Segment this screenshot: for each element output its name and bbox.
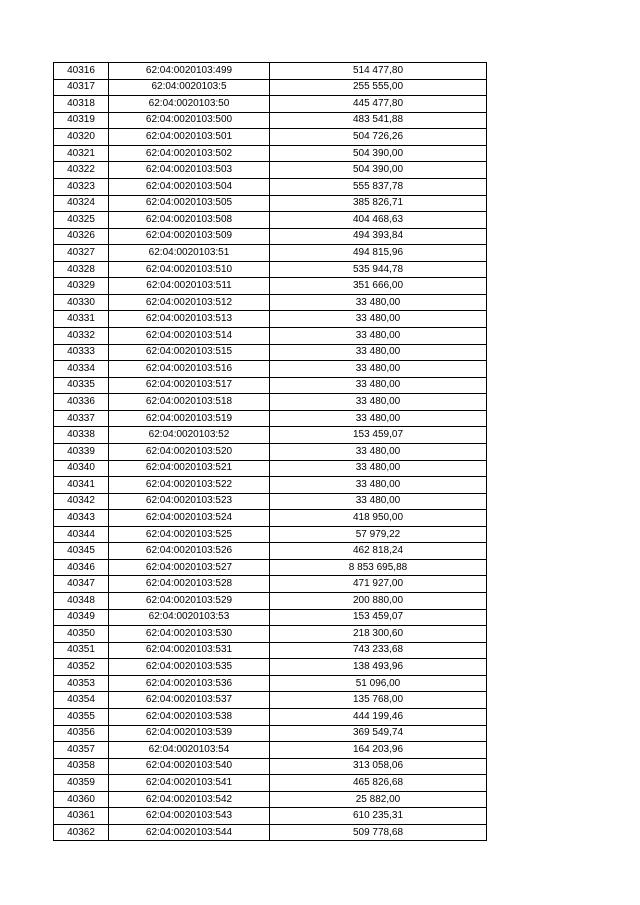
table-body <box>54 63 487 841</box>
cadastral-value-cell: 25 882,00 <box>270 791 487 808</box>
row-number-cell: 40334 <box>54 361 109 378</box>
cadastral-number-cell: 62:04:0020103:538 <box>109 708 270 725</box>
cadastral-value-table-container <box>53 62 486 841</box>
cadastral-value-cell: 555 837,78 <box>270 178 487 195</box>
row-number-cell: 40329 <box>54 278 109 295</box>
row-number-cell: 40320 <box>54 129 109 146</box>
cadastral-number-cell: 62:04:0020103:531 <box>109 642 270 659</box>
table-row <box>54 510 487 527</box>
cadastral-value-cell: 418 950,00 <box>270 510 487 527</box>
row-number-cell: 40323 <box>54 178 109 195</box>
table-row <box>54 493 487 510</box>
cadastral-value-cell: 444 199,46 <box>270 708 487 725</box>
row-number-cell: 40342 <box>54 493 109 510</box>
row-number-cell: 40337 <box>54 410 109 427</box>
cadastral-value-cell: 504 726,26 <box>270 129 487 146</box>
row-number-cell: 40326 <box>54 228 109 245</box>
cadastral-number-cell: 62:04:0020103:513 <box>109 311 270 328</box>
row-number-cell: 40355 <box>54 708 109 725</box>
cadastral-number-cell: 62:04:0020103:527 <box>109 559 270 576</box>
cadastral-value-cell: 509 778,68 <box>270 824 487 841</box>
cadastral-number-cell: 62:04:0020103:512 <box>109 294 270 311</box>
row-number-cell: 40353 <box>54 675 109 692</box>
cadastral-value-cell: 471 927,00 <box>270 576 487 593</box>
table-row <box>54 377 487 394</box>
row-number-cell: 40358 <box>54 758 109 775</box>
cadastral-value-cell: 51 096,00 <box>270 675 487 692</box>
cadastral-number-cell: 62:04:0020103:540 <box>109 758 270 775</box>
table-row <box>54 145 487 162</box>
cadastral-number-cell: 62:04:0020103:544 <box>109 824 270 841</box>
cadastral-value-cell: 385 826,71 <box>270 195 487 212</box>
table-row <box>54 278 487 295</box>
cadastral-value-cell: 313 058,06 <box>270 758 487 775</box>
cadastral-number-cell: 62:04:0020103:537 <box>109 692 270 709</box>
table-row <box>54 178 487 195</box>
cadastral-number-cell: 62:04:0020103:50 <box>109 96 270 113</box>
cadastral-value-cell: 504 390,00 <box>270 145 487 162</box>
table-row <box>54 245 487 262</box>
table-row <box>54 427 487 444</box>
row-number-cell: 40339 <box>54 443 109 460</box>
row-number-cell: 40360 <box>54 791 109 808</box>
cadastral-value-cell: 164 203,96 <box>270 742 487 759</box>
table-row <box>54 162 487 179</box>
cadastral-value-cell: 33 480,00 <box>270 493 487 510</box>
cadastral-number-cell: 62:04:0020103:516 <box>109 361 270 378</box>
row-number-cell: 40346 <box>54 559 109 576</box>
cadastral-value-cell: 504 390,00 <box>270 162 487 179</box>
row-number-cell: 40344 <box>54 526 109 543</box>
row-number-cell: 40322 <box>54 162 109 179</box>
cadastral-number-cell: 62:04:0020103:524 <box>109 510 270 527</box>
cadastral-number-cell: 62:04:0020103:53 <box>109 609 270 626</box>
cadastral-value-cell: 33 480,00 <box>270 377 487 394</box>
cadastral-number-cell: 62:04:0020103:518 <box>109 394 270 411</box>
cadastral-number-cell: 62:04:0020103:51 <box>109 245 270 262</box>
cadastral-value-cell: 255 555,00 <box>270 79 487 96</box>
table-row <box>54 443 487 460</box>
table-row <box>54 361 487 378</box>
table-row <box>54 725 487 742</box>
cadastral-value-table <box>53 62 487 841</box>
cadastral-number-cell: 62:04:0020103:529 <box>109 593 270 610</box>
cadastral-value-cell: 535 944,78 <box>270 261 487 278</box>
cadastral-value-cell: 33 480,00 <box>270 294 487 311</box>
table-row <box>54 228 487 245</box>
row-number-cell: 40327 <box>54 245 109 262</box>
table-row <box>54 708 487 725</box>
table-row <box>54 642 487 659</box>
table-row <box>54 526 487 543</box>
cadastral-value-cell: 445 477,80 <box>270 96 487 113</box>
cadastral-number-cell: 62:04:0020103:542 <box>109 791 270 808</box>
cadastral-number-cell: 62:04:0020103:514 <box>109 328 270 345</box>
cadastral-number-cell: 62:04:0020103:5 <box>109 79 270 96</box>
cadastral-number-cell: 62:04:0020103:502 <box>109 145 270 162</box>
row-number-cell: 40338 <box>54 427 109 444</box>
cadastral-number-cell: 62:04:0020103:526 <box>109 543 270 560</box>
row-number-cell: 40330 <box>54 294 109 311</box>
cadastral-number-cell: 62:04:0020103:541 <box>109 775 270 792</box>
cadastral-value-cell: 369 549,74 <box>270 725 487 742</box>
table-row <box>54 212 487 229</box>
cadastral-number-cell: 62:04:0020103:52 <box>109 427 270 444</box>
cadastral-value-cell: 351 666,00 <box>270 278 487 295</box>
cadastral-value-cell: 33 480,00 <box>270 394 487 411</box>
row-number-cell: 40317 <box>54 79 109 96</box>
cadastral-number-cell: 62:04:0020103:543 <box>109 808 270 825</box>
table-row <box>54 808 487 825</box>
table-row <box>54 410 487 427</box>
cadastral-number-cell: 62:04:0020103:519 <box>109 410 270 427</box>
cadastral-number-cell: 62:04:0020103:504 <box>109 178 270 195</box>
row-number-cell: 40321 <box>54 145 109 162</box>
cadastral-number-cell: 62:04:0020103:510 <box>109 261 270 278</box>
cadastral-value-cell: 135 768,00 <box>270 692 487 709</box>
row-number-cell: 40354 <box>54 692 109 709</box>
row-number-cell: 40324 <box>54 195 109 212</box>
cadastral-value-cell: 200 880,00 <box>270 593 487 610</box>
cadastral-number-cell: 62:04:0020103:500 <box>109 112 270 129</box>
table-row <box>54 112 487 129</box>
cadastral-value-cell: 33 480,00 <box>270 443 487 460</box>
cadastral-number-cell: 62:04:0020103:54 <box>109 742 270 759</box>
cadastral-number-cell: 62:04:0020103:521 <box>109 460 270 477</box>
row-number-cell: 40348 <box>54 593 109 610</box>
row-number-cell: 40331 <box>54 311 109 328</box>
row-number-cell: 40345 <box>54 543 109 560</box>
row-number-cell: 40352 <box>54 659 109 676</box>
row-number-cell: 40328 <box>54 261 109 278</box>
table-row <box>54 394 487 411</box>
row-number-cell: 40351 <box>54 642 109 659</box>
row-number-cell: 40316 <box>54 63 109 80</box>
cadastral-number-cell: 62:04:0020103:525 <box>109 526 270 543</box>
table-row <box>54 261 487 278</box>
cadastral-value-cell: 494 815,96 <box>270 245 487 262</box>
table-row <box>54 79 487 96</box>
row-number-cell: 40333 <box>54 344 109 361</box>
cadastral-number-cell: 62:04:0020103:535 <box>109 659 270 676</box>
cadastral-value-cell: 33 480,00 <box>270 328 487 345</box>
table-row <box>54 791 487 808</box>
cadastral-number-cell: 62:04:0020103:501 <box>109 129 270 146</box>
table-row <box>54 775 487 792</box>
table-row <box>54 477 487 494</box>
row-number-cell: 40340 <box>54 460 109 477</box>
table-row <box>54 609 487 626</box>
cadastral-number-cell: 62:04:0020103:503 <box>109 162 270 179</box>
cadastral-value-cell: 610 235,31 <box>270 808 487 825</box>
cadastral-number-cell: 62:04:0020103:509 <box>109 228 270 245</box>
table-row <box>54 63 487 80</box>
cadastral-value-cell: 33 480,00 <box>270 361 487 378</box>
table-row <box>54 626 487 643</box>
cadastral-number-cell: 62:04:0020103:523 <box>109 493 270 510</box>
cadastral-number-cell: 62:04:0020103:530 <box>109 626 270 643</box>
cadastral-value-cell: 743 233,68 <box>270 642 487 659</box>
cadastral-number-cell: 62:04:0020103:522 <box>109 477 270 494</box>
row-number-cell: 40347 <box>54 576 109 593</box>
table-row <box>54 692 487 709</box>
table-row <box>54 576 487 593</box>
row-number-cell: 40325 <box>54 212 109 229</box>
cadastral-value-cell: 8 853 695,88 <box>270 559 487 576</box>
cadastral-value-cell: 33 480,00 <box>270 344 487 361</box>
table-row <box>54 559 487 576</box>
row-number-cell: 40332 <box>54 328 109 345</box>
cadastral-number-cell: 62:04:0020103:539 <box>109 725 270 742</box>
row-number-cell: 40361 <box>54 808 109 825</box>
cadastral-number-cell: 62:04:0020103:515 <box>109 344 270 361</box>
cadastral-value-cell: 218 300,60 <box>270 626 487 643</box>
row-number-cell: 40335 <box>54 377 109 394</box>
cadastral-number-cell: 62:04:0020103:517 <box>109 377 270 394</box>
cadastral-number-cell: 62:04:0020103:528 <box>109 576 270 593</box>
row-number-cell: 40359 <box>54 775 109 792</box>
cadastral-value-cell: 33 480,00 <box>270 477 487 494</box>
table-row <box>54 294 487 311</box>
table-row <box>54 129 487 146</box>
cadastral-value-cell: 494 393,84 <box>270 228 487 245</box>
table-row <box>54 328 487 345</box>
table-row <box>54 659 487 676</box>
row-number-cell: 40350 <box>54 626 109 643</box>
cadastral-number-cell: 62:04:0020103:511 <box>109 278 270 295</box>
cadastral-number-cell: 62:04:0020103:505 <box>109 195 270 212</box>
row-number-cell: 40343 <box>54 510 109 527</box>
cadastral-value-cell: 465 826,68 <box>270 775 487 792</box>
cadastral-value-cell: 514 477,80 <box>270 63 487 80</box>
row-number-cell: 40319 <box>54 112 109 129</box>
cadastral-value-cell: 33 480,00 <box>270 410 487 427</box>
cadastral-value-cell: 33 480,00 <box>270 460 487 477</box>
cadastral-number-cell: 62:04:0020103:536 <box>109 675 270 692</box>
table-row <box>54 460 487 477</box>
row-number-cell: 40336 <box>54 394 109 411</box>
table-row <box>54 824 487 841</box>
table-row <box>54 344 487 361</box>
cadastral-value-cell: 153 459,07 <box>270 609 487 626</box>
row-number-cell: 40356 <box>54 725 109 742</box>
table-row <box>54 96 487 113</box>
table-row <box>54 543 487 560</box>
cadastral-number-cell: 62:04:0020103:508 <box>109 212 270 229</box>
table-row <box>54 758 487 775</box>
row-number-cell: 40357 <box>54 742 109 759</box>
cadastral-value-cell: 138 493,96 <box>270 659 487 676</box>
cadastral-value-cell: 462 818,24 <box>270 543 487 560</box>
cadastral-value-cell: 33 480,00 <box>270 311 487 328</box>
cadastral-number-cell: 62:04:0020103:499 <box>109 63 270 80</box>
row-number-cell: 40349 <box>54 609 109 626</box>
row-number-cell: 40362 <box>54 824 109 841</box>
row-number-cell: 40318 <box>54 96 109 113</box>
row-number-cell: 40341 <box>54 477 109 494</box>
cadastral-value-cell: 57 979,22 <box>270 526 487 543</box>
table-row <box>54 195 487 212</box>
cadastral-value-cell: 404 468,63 <box>270 212 487 229</box>
table-row <box>54 675 487 692</box>
cadastral-number-cell: 62:04:0020103:520 <box>109 443 270 460</box>
table-row <box>54 742 487 759</box>
cadastral-value-cell: 483 541,88 <box>270 112 487 129</box>
cadastral-value-cell: 153 459,07 <box>270 427 487 444</box>
table-row <box>54 311 487 328</box>
table-row <box>54 593 487 610</box>
